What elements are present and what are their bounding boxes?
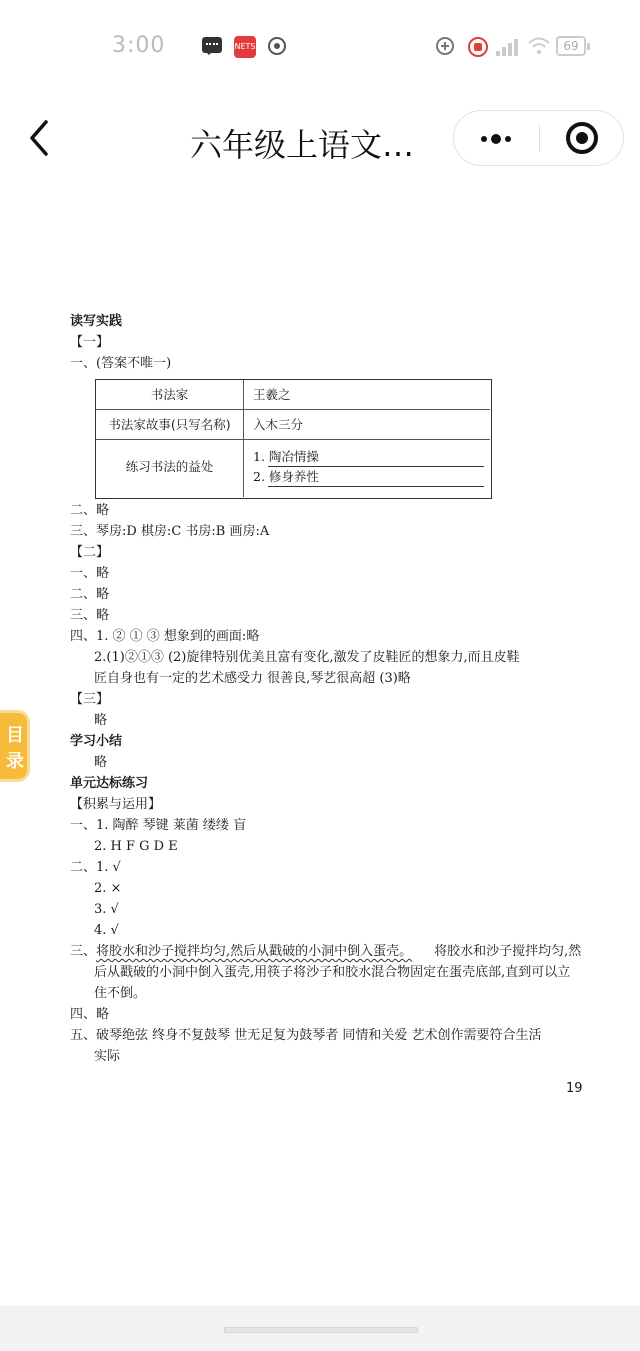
home-indicator[interactable]	[224, 1327, 418, 1333]
add-circle-icon	[436, 37, 454, 55]
status-bar	[0, 0, 640, 90]
catalog-button[interactable]	[0, 710, 30, 782]
answer-line: 匠自身也有一定的艺术感受力 很善良,琴艺很高超 (3)略	[94, 671, 411, 686]
answer-line: 后从戳破的小洞中倒入蛋壳,用筷子将沙子和胶水混合物固定在蛋壳底部,直到可以立	[94, 965, 571, 980]
answer-line: 一、1. 陶醉 琴键 莱菌 缕缕 盲	[70, 818, 247, 833]
back-button[interactable]	[22, 116, 58, 160]
page-title: 六年级上语文…	[190, 126, 415, 164]
table-cell: 王羲之	[253, 387, 291, 402]
answer-line: 略	[94, 755, 108, 770]
answer-line: 四、略	[70, 1007, 110, 1022]
signal-icon	[496, 38, 520, 56]
answer-line: 二、略	[70, 503, 110, 518]
table-cell: 2. 修身养性	[253, 469, 319, 484]
page-number: 19	[566, 1081, 583, 1096]
answer-line: 住不倒。	[94, 986, 147, 1001]
answer-line: 三、将胶水和沙子搅拌均匀,然后从戳破的小洞中倒入蛋壳。 将胶水和沙子搅拌均匀,然	[70, 944, 582, 959]
answer-line: 略	[94, 713, 108, 728]
section-title: 单元达标练习	[70, 776, 149, 791]
answer-line: 五、破琴绝弦 终身不复鼓琴 世无足复为鼓琴者 同情和关爱 艺术创作需要符合生活	[70, 1028, 542, 1043]
question-line: 一、(答案不唯一)	[70, 356, 172, 371]
answer-line: 三、略	[70, 608, 110, 623]
answer-line: 2. H F G D E	[94, 839, 178, 854]
more-dots-icon	[481, 136, 487, 142]
answer-line: 二、略	[70, 587, 110, 602]
message-icon	[202, 37, 222, 53]
answer-line: 2. ×	[94, 881, 122, 896]
app-badge-icon: NETS	[234, 36, 256, 58]
answer-line: 二、1. √	[70, 860, 121, 875]
chevron-left-icon	[22, 116, 58, 160]
table-cell: 入木三分	[253, 417, 304, 432]
part-label: 【二】	[70, 545, 110, 560]
record-icon	[268, 37, 286, 55]
part-label: 【一】	[70, 335, 110, 350]
section-title: 学习小结	[70, 734, 123, 749]
wifi-icon	[528, 36, 550, 56]
wavy-underlined-answer: 将胶水和沙子搅拌均匀,然后从戳破的小洞中倒入蛋壳。	[96, 944, 413, 959]
answer-line: 3. √	[94, 902, 119, 917]
more-button[interactable]	[454, 111, 539, 165]
answer-line: 三、琴房:D 棋房:C 书房:B 画房:A	[70, 524, 270, 539]
table-cell: 1. 陶冶情操	[253, 449, 319, 464]
table-row-label: 书法家	[150, 387, 189, 402]
answer-line: 实际	[94, 1049, 121, 1064]
part-label: 【积累与运用】	[70, 797, 162, 812]
answer-line: 一、略	[70, 566, 110, 581]
status-time: 3:00	[112, 33, 166, 58]
calligrapher-table	[95, 379, 492, 499]
answer-line: 2.(1)②①③ (2)旋律特别优美且富有变化,激发了皮鞋匠的想象力,而且皮鞋	[94, 650, 520, 665]
answer-line: 四、1. ② ① ③ 想象到的画面:略	[70, 629, 260, 644]
mini-program-capsule	[453, 110, 624, 166]
part-label: 【三】	[70, 692, 110, 707]
nav-bar	[0, 100, 640, 180]
table-row-label: 练习书法的益处	[125, 459, 214, 474]
answer-line: 4. √	[94, 923, 119, 938]
catalog-label: 录	[6, 751, 24, 772]
close-button[interactable]	[540, 111, 624, 165]
battery-icon: 69	[556, 36, 586, 56]
catalog-label: 目	[6, 725, 24, 746]
red-circle-icon	[468, 37, 488, 57]
section-title: 读写实践	[70, 314, 123, 329]
table-row-label: 书法家故事(只写名称)	[108, 417, 231, 432]
